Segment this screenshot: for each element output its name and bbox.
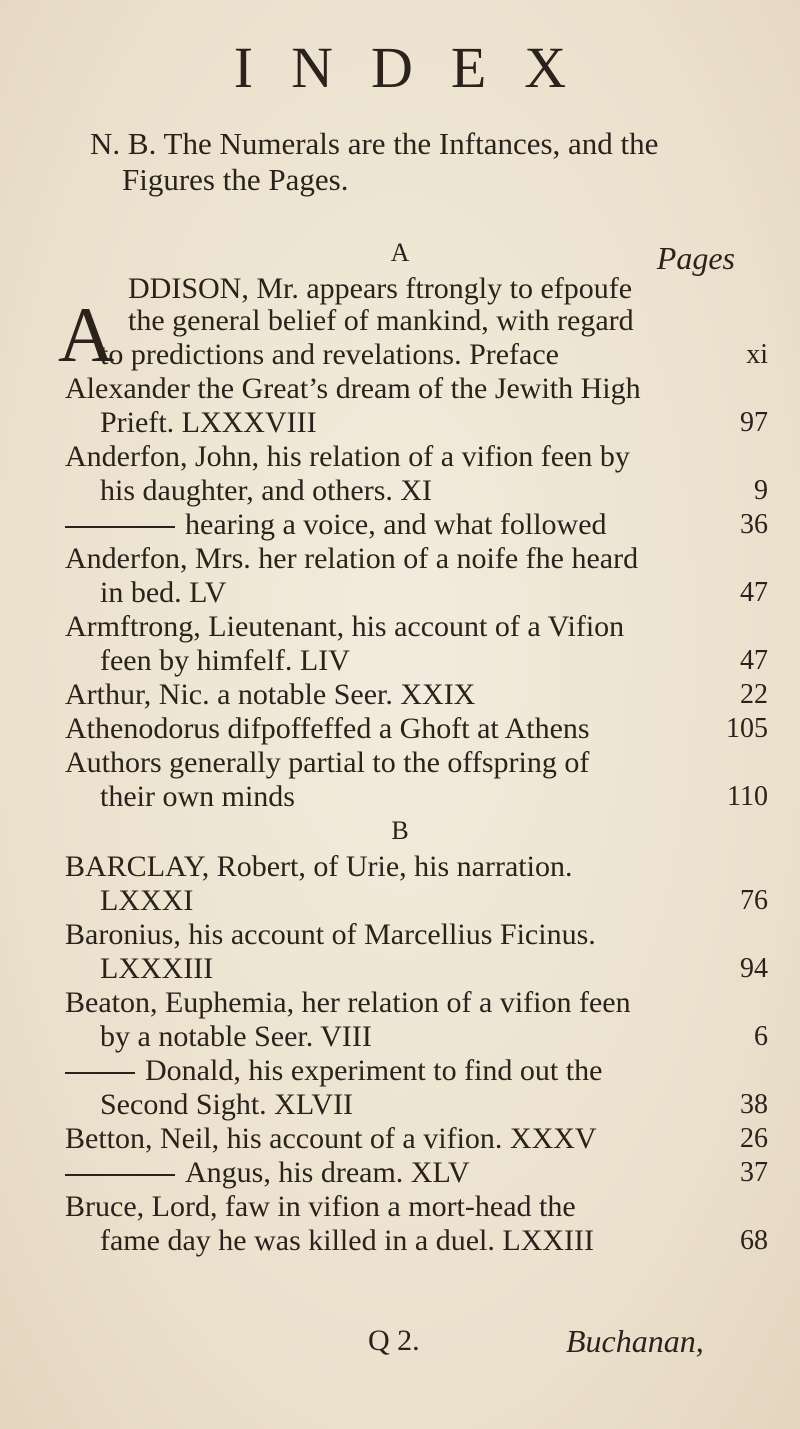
entry-line: Bruce, Lord, faw in vifion a mort-head the <box>65 1190 576 1223</box>
entry-line: Beaton, Euphemia, her relation of a vifion feen <box>65 986 631 1019</box>
page-number: 37 <box>740 1157 768 1188</box>
page-number: 26 <box>740 1123 768 1154</box>
entry-text: Angus, his dream. XLV <box>185 1156 470 1189</box>
entry-line: their own minds <box>100 780 295 813</box>
entry-line: feen by himfelf. LIV <box>100 644 350 677</box>
page-number: 22 <box>740 679 768 710</box>
page-number: 94 <box>740 953 768 984</box>
signature-mark: Q 2. <box>368 1324 420 1357</box>
page-number: 36 <box>740 509 768 540</box>
page-number: xi <box>746 339 768 370</box>
entry-line: Authors generally partial to the offspring of <box>65 746 590 779</box>
entry-line: Betton, Neil, his account of a vifion. XXXV <box>65 1122 597 1155</box>
page-number: 105 <box>726 713 768 744</box>
page-number: 38 <box>740 1089 768 1120</box>
entry-line: by a notable Seer. VIII <box>100 1020 372 1053</box>
page-number: 6 <box>754 1021 768 1052</box>
entry-line: his daughter, and others. XI <box>100 474 433 507</box>
entry-line: Prieft. LXXXVIII <box>100 406 317 439</box>
entry-line-continued <box>65 1054 602 1088</box>
page-number: 9 <box>754 475 768 506</box>
entry-text: hearing a voice, and what followed <box>185 508 607 541</box>
entry-line: fame day he was killed in a duel. LXXIII <box>100 1224 594 1257</box>
note-line-2: Figures the Pages. <box>122 162 349 197</box>
catchword: Buchanan, <box>566 1323 704 1359</box>
note-block <box>90 126 750 198</box>
entry-line: LXXXI <box>100 884 194 917</box>
entry-line: Armftrong, Lieutenant, his account of a Vifion <box>65 610 625 643</box>
section-letter-a: A <box>390 238 410 267</box>
page-number: 76 <box>740 885 768 916</box>
entry-line: Anderfon, John, his relation of a vifion feen by <box>65 440 630 473</box>
entry-line-continued <box>65 1156 470 1190</box>
section-letter-b: B <box>391 816 409 845</box>
page-number: 97 <box>740 407 768 438</box>
ditto-dash <box>65 1072 135 1074</box>
page-title: INDEX <box>233 35 605 100</box>
pages-heading: Pages <box>656 240 735 276</box>
page-number: 47 <box>740 645 768 676</box>
entry-line: LXXXIII <box>100 952 214 985</box>
drop-cap-a: A <box>58 291 115 378</box>
entry-line: DDISON, Mr. appears ftrongly to efpoufe <box>128 272 633 305</box>
entry-line: Athenodorus difpoffeffed a Ghoft at Athens <box>65 712 590 745</box>
entry-line-continued <box>65 508 607 542</box>
entry-line: to predictions and revelations. Preface <box>100 338 559 371</box>
entry-line: BARCLAY, Robert, of Urie, his narration. <box>65 850 573 883</box>
ditto-dash <box>65 526 175 528</box>
entry-line: Arthur, Nic. a notable Seer. XXIX <box>65 678 476 711</box>
page-number: 110 <box>727 781 768 812</box>
entry-line: Anderfon, Mrs. her relation of a noife fhe heard <box>65 542 639 575</box>
page-number: 68 <box>740 1225 768 1256</box>
ditto-dash <box>65 1174 175 1176</box>
entry-line: the general belief of mankind, with regard <box>128 304 634 337</box>
entry-line: in bed. LV <box>100 576 227 609</box>
entry-line: Alexander the Great’s dream of the Jewith High <box>65 372 641 405</box>
note-line-1: N. B. The Numerals are the Inftances, and the <box>90 126 659 161</box>
entry-line: Second Sight. XLVII <box>100 1088 354 1121</box>
entry-line: Baronius, his account of Marcellius Ficinus. <box>65 918 596 951</box>
page-number: 47 <box>740 577 768 608</box>
entry-text: Donald, his experiment to find out the <box>145 1054 603 1087</box>
